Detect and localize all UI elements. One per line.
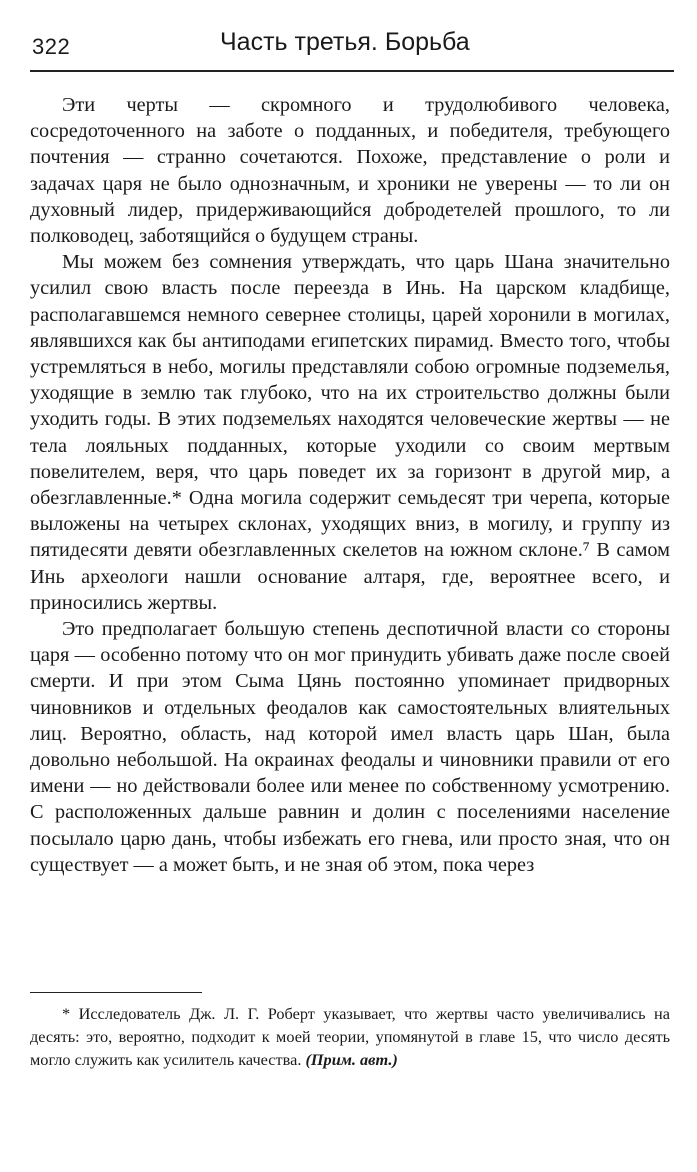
footnote-paragraph bbox=[30, 1002, 670, 1071]
running-head: Часть третья. Борьба bbox=[220, 28, 470, 56]
body-text bbox=[30, 92, 670, 878]
header-rule bbox=[30, 70, 674, 72]
footnote bbox=[30, 1002, 670, 1071]
page-header bbox=[30, 28, 676, 68]
footnote-rule bbox=[30, 992, 202, 993]
page-number: 322 bbox=[32, 34, 71, 59]
footnote-author-note: (Прим. авт.) bbox=[305, 1050, 398, 1069]
paragraph: Это предполагает большую степень деспотичной власти со стороны царя — особенно потому что он мог принудить убивать даже после своей смерти. И при этом Сыма Цянь постоянно упоминает придворных чиновников и отдельных феодалов как самостоятельных влиятельных лиц. Вероятно, область, над которой имел власть царь Шан, была довольно небольшой. На окраинах феодалы и чиновники правили от его имени — но действовали более или менее по собственному усмотрению. С расположенных дальше равнин и долин с поселениями население посылало царю дань, чтобы избежать его гнева, или просто зная, что он существует — а может быть, и не зная об этом, пока через bbox=[30, 618, 670, 876]
footnote-text: * Исследователь Дж. Л. Г. Роберт указывает, что жертвы часто увеличивались на десять: это, вероятно, подходит к моей теории, упомянутой в главе 15, что число десять могло служить как усилитель качества. bbox=[30, 1004, 670, 1069]
paragraph: Эти черты — скромного и трудолюбивого человека, сосредоточенного на заботе о подданных, и победителя, требующего почтения — странно сочетаются. Похоже, представление о роли и задачах царя не было однозначным, и хроники не уверены — то ли он духовный лидер, придерживающийся добродетелей прошлого, то ли полководец, заботящийся о будущем страны. bbox=[30, 94, 670, 248]
paragraph: Мы можем без сомнения утверждать, что царь Шана значительно усилил свою власть после переезда в Инь. На царском кладбище, располагавшемся немного севернее столицы, царей хоронили в могилах, являвшихся как бы антиподами египетских пирамид. Вместо того, чтобы устремляться в небо, могилы представляли собою огромные подземелья, уходящие в землю так глубоко, что на их строительство должны были уходить годы. В этих подземельях находятся человеческие жертвы — не тела лояльных подданных, которые уходили со своим мертвым повелителем, веря, что царь поведет их за горизонт в другой мир, а обезглавленные.* Одна могила содержит семьдесят три черепа, которые выложены на четырех склонах, уходящих вниз, в могилу, и группу из пятидесяти девяти обезглавленных скелетов на южном склоне.⁷ В самом Инь археологи нашли основание алтаря, где, вероятнее всего, и приносились жертвы. bbox=[30, 251, 670, 614]
